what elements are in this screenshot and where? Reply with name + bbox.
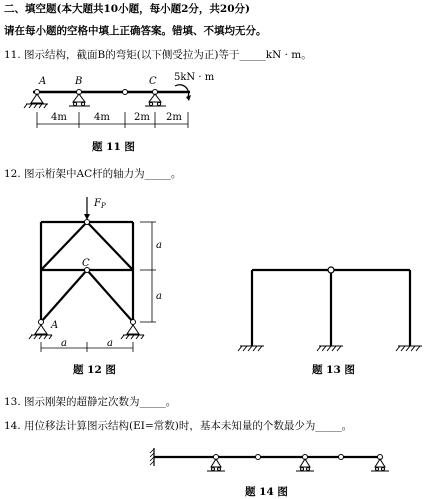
label-a: A [51, 320, 59, 331]
question-text: 图示刚架的超静定次数为_____。 [24, 396, 177, 408]
caption-fig14: 题 14 图 [245, 486, 288, 498]
caption-fig11: 题 11 图 [92, 141, 135, 153]
moment-label: 5kN · m [174, 72, 215, 83]
caption-fig12: 题 12 图 [73, 364, 116, 376]
label-a: A [39, 76, 47, 87]
question-number: 12. [4, 168, 21, 180]
dim-2: 4m [94, 112, 110, 123]
dim-h-1: a [61, 338, 67, 349]
question-text: 图示结构，截面B的弯矩(以下侧受拉为正)等于_____kN · m。 [24, 49, 312, 61]
roller-supports [207, 459, 389, 471]
question-number: 13. [4, 396, 21, 408]
question-number: 14. [4, 420, 21, 432]
label-c: C [82, 258, 90, 269]
section-title: 二、填空题(本大题共10小题，每小题2分，共20分) [4, 3, 250, 15]
question-text: 图示桁架中AC杆的轴力为_____。 [24, 168, 182, 180]
dim-1: 4m [51, 112, 67, 123]
dim-v-2: a [156, 291, 162, 302]
dim-v-1: a [156, 240, 162, 251]
dim-h-2: a [107, 338, 113, 349]
question-text: 用位移法计算图示结构(EI=常数)时，基本未知量的个数最少为_____。 [24, 420, 353, 432]
dim-3: 2m [134, 112, 150, 123]
section-instruction: 请在每小题的空格中填上正确答案。错填、不填均无分。 [4, 25, 267, 37]
caption-fig13: 题 13 图 [312, 364, 355, 376]
dim-4: 2m [166, 112, 182, 123]
force-label: $F_P$ [94, 198, 106, 210]
label-b: B [75, 76, 83, 87]
label-c: C [149, 76, 157, 87]
question-number: 11. [4, 49, 21, 61]
